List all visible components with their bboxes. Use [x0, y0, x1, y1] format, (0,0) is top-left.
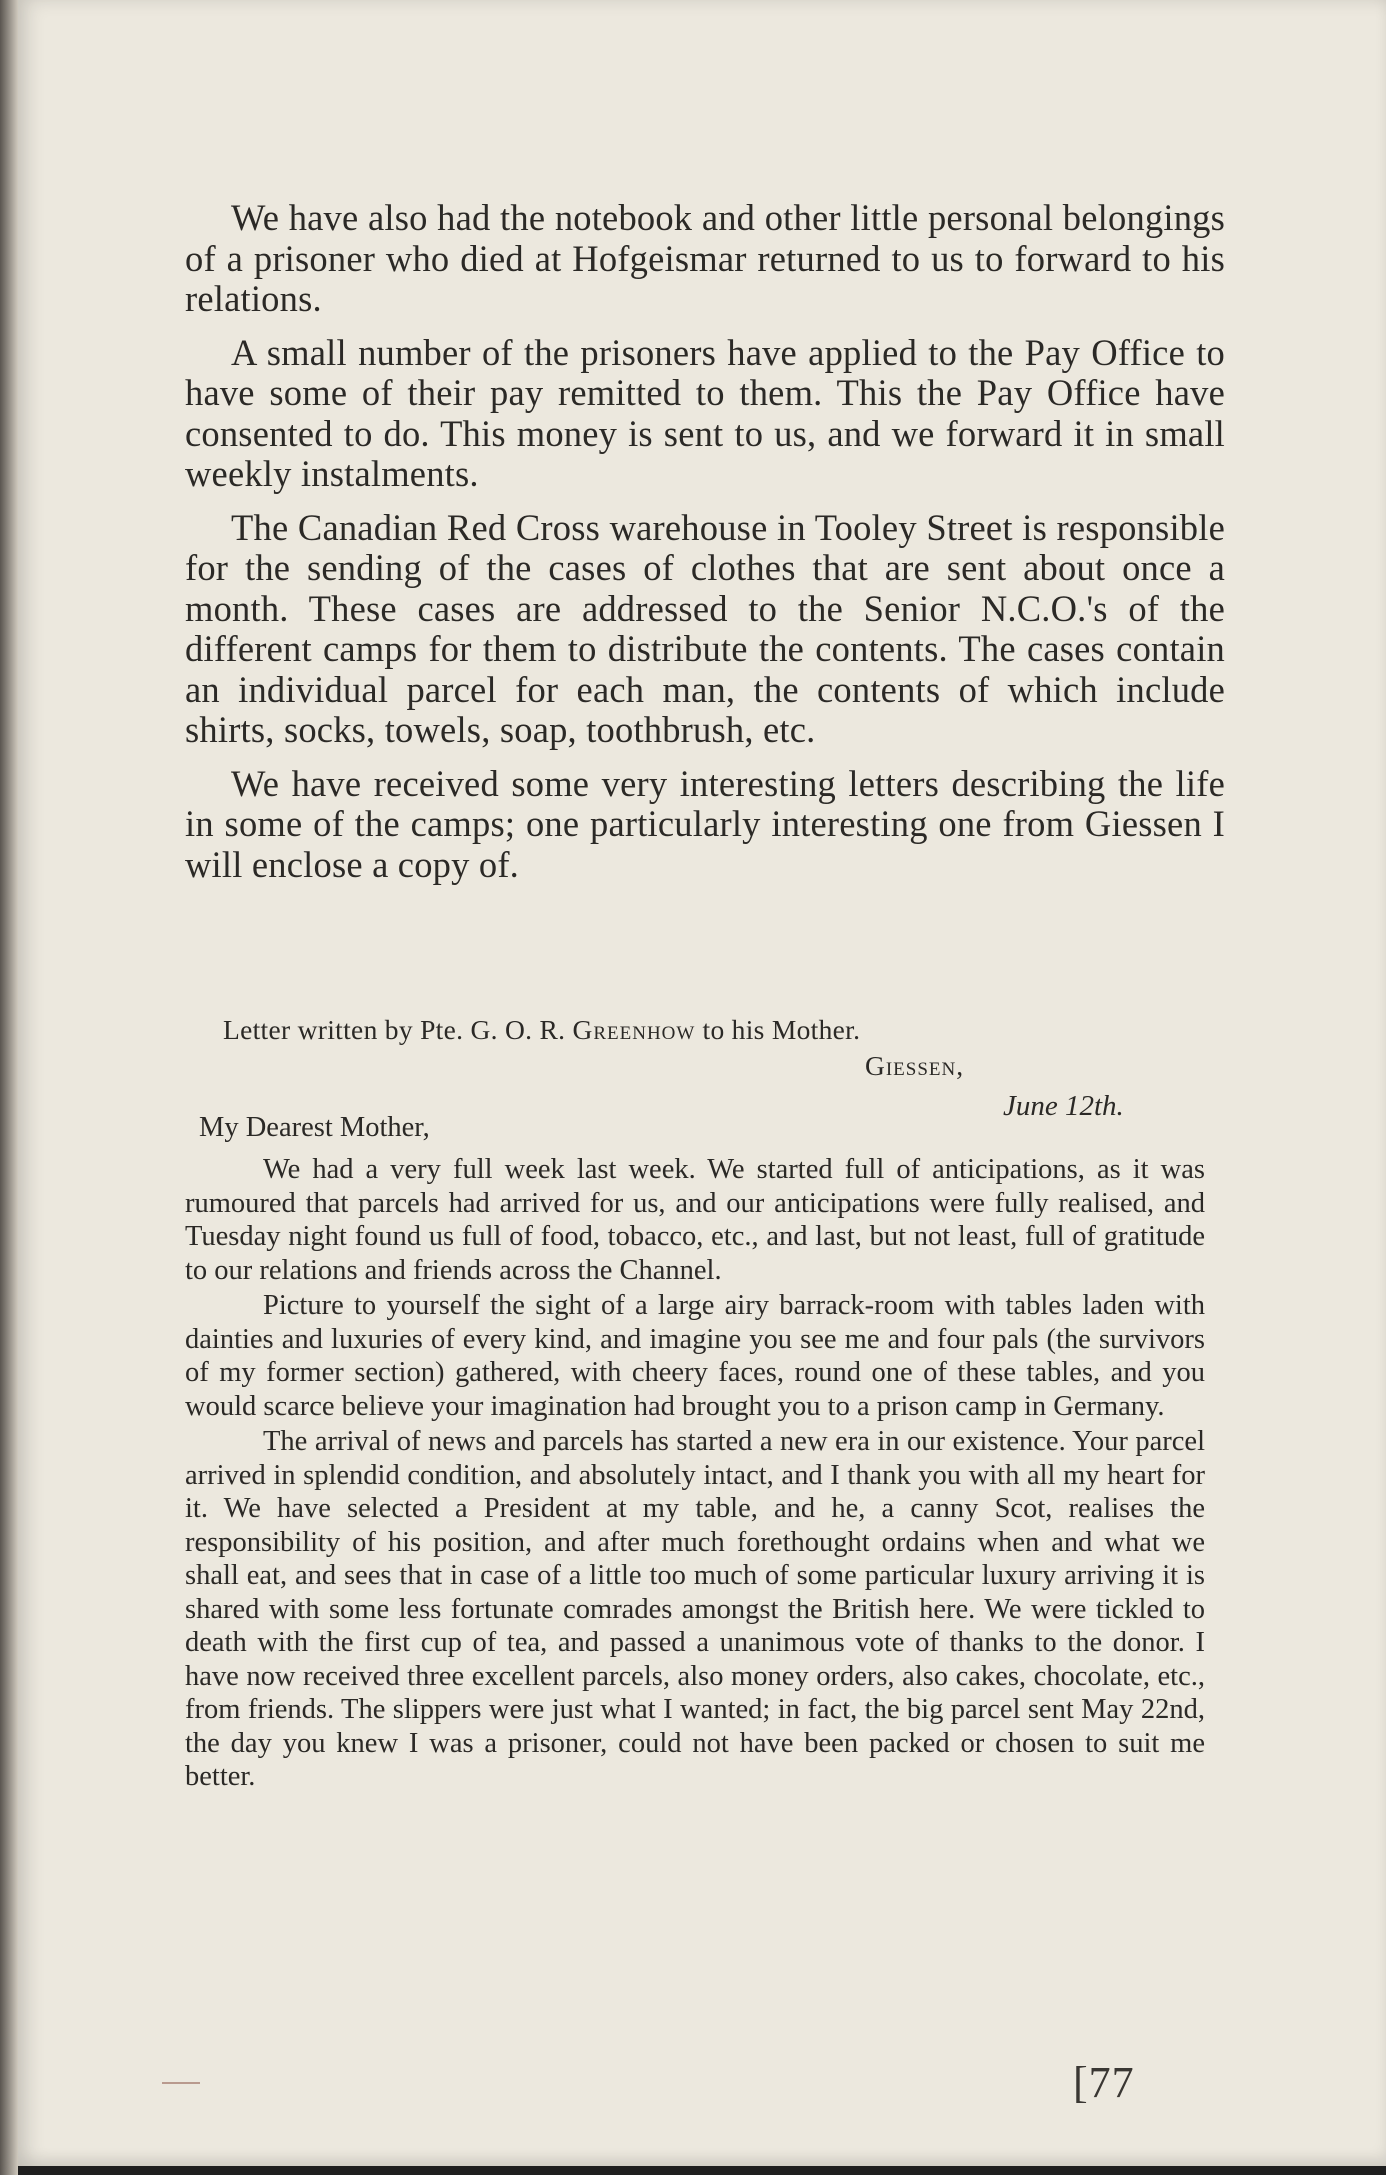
letter-section — [185, 1013, 1205, 1796]
letter-heading-suffix: to his Mother. — [702, 1014, 861, 1045]
letter-paragraph: We had a very full week last week. We started full of anticipations, as it was rumoured that parcels had arrived for us, and our anticipations were fully realised, and Tuesday night found us full of food, tobacco, etc., and last, but not least, full of gratitude to our relations and friends across the Channel. — [185, 1154, 1205, 1286]
report-body — [185, 198, 1225, 898]
report-paragraph: The Canadian Red Cross warehouse in Tooley Street is responsible for the sending of the cases of clothes that are sent about once a month. These cases are addressed to the Senior N.C.O.'s of the different camps for them to distribute the contents. The cases contain an individual parcel for each man, the contents of which include shirts, socks, towels, soap, toothbrush, etc. — [185, 506, 1225, 750]
letter-salutation: My Dearest Mother, — [199, 1112, 430, 1143]
report-paragraph: We have also had the notebook and other little personal belongings of a prisoner who died at Hofgeismar returned to us to forward to his relations. — [185, 197, 1225, 319]
page-number: [77 — [1073, 2058, 1135, 2107]
margin-mark — [162, 2082, 200, 2084]
letter-heading — [223, 1013, 1205, 1047]
letter-date: June 12th. — [1003, 1090, 1124, 1122]
letter-writer-name: Greenhow — [572, 1014, 696, 1045]
report-paragraph: We have received some very interesting letters describing the life in some of the camps; one particularly interesting one from Giessen I will enclose a copy of. — [185, 762, 1225, 885]
letter-paragraph: The arrival of news and parcels has started a new era in our existence. Your parcel arrived in splendid condition, and absolutely intact, and I thank you with all my heart for it. We have selected a President at my table, and he, a canny Scot, realises the responsibility of his position, and after much forethought ordains when and what we shall eat, and sees that in case of a little too much of some particular luxury arriving it is shared with some less fortunate comrades amongst the British here. We were tickled to death with the first cup of tea, and passed a unanimous vote of thanks to the donor. I have now received three excellent parcels, also money orders, also cakes, chocolate, etc., from friends. The slippers were just what I wanted; in fact, the big parcel sent May 22nd, the day you knew I was a prisoner, could not have been packed or chosen to suit me better. — [185, 1426, 1205, 1792]
letter-paragraph: Picture to yourself the sight of a large airy barrack-room with tables laden with dainties and luxuries of every kind, and imagine you see me and four pals (the survivors of my former section) gathered, with cheery faces, round one of these tables, and you would scarce believe your imagination had brought you to a prison camp in Germany. — [185, 1290, 1205, 1422]
letter-place: Giessen, — [865, 1050, 965, 1081]
binding-shadow — [0, 0, 18, 2175]
report-paragraph: A small number of the prisoners have applied to the Pay Office to have some of their pay remitted to them. This the Pay Office have consented to do. This money is sent to us, and we forward it in small weekly instalments. — [185, 331, 1225, 494]
letter-heading-prefix: Letter written by Pte. G. O. R. — [223, 1014, 566, 1045]
